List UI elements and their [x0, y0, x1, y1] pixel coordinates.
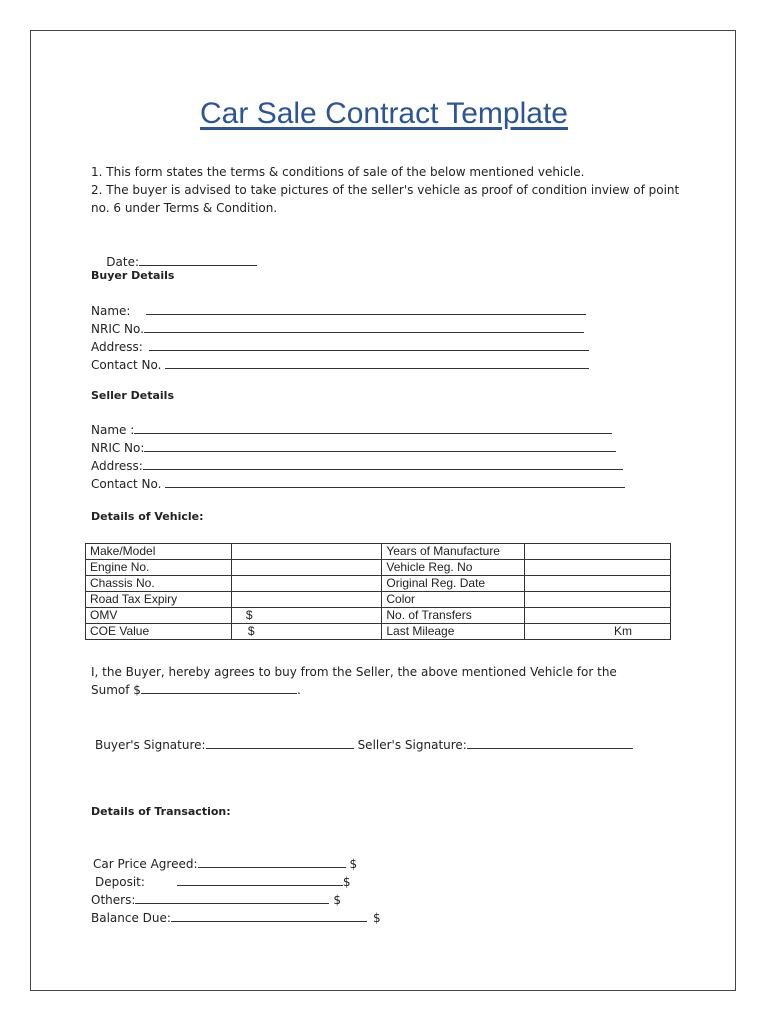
vehicle-label: No. of Transfers [382, 608, 525, 624]
vehicle-value-cell[interactable] [231, 592, 382, 608]
vehicle-label: OMV [86, 608, 232, 624]
transaction-heading: Details of Transaction: [91, 805, 231, 818]
vehicle-value-cell[interactable]: $ [231, 608, 382, 624]
vehicle-label: Engine No. [86, 560, 232, 576]
buyer-name-field[interactable] [146, 302, 586, 315]
document-title: Car Sale Contract Template [200, 97, 568, 130]
buyer-heading: Buyer Details [91, 269, 175, 282]
seller-nric-row [91, 439, 616, 457]
seller-address-row [91, 457, 623, 475]
vehicle-value-cell[interactable] [231, 576, 382, 592]
seller-name-field[interactable] [134, 421, 612, 434]
seller-address-field[interactable] [143, 457, 623, 470]
vehicle-value-cell[interactable] [525, 560, 671, 576]
vehicle-label: Years of Manufacture [382, 544, 525, 560]
seller-heading: Seller Details [91, 389, 174, 402]
vehicle-value-cell[interactable] [525, 592, 671, 608]
others-label: Others: [91, 893, 136, 907]
table-row [86, 560, 671, 576]
vehicle-label: Last Mileage [382, 624, 525, 640]
vehicle-value-cell[interactable]: $ [231, 624, 382, 640]
buyer-contact-label: Contact No. [91, 358, 162, 372]
date-field[interactable] [139, 253, 257, 266]
vehicle-value-cell[interactable] [525, 576, 671, 592]
buyer-signature-label: Buyer's Signature: [95, 738, 206, 752]
vehicle-value-cell[interactable] [231, 560, 382, 576]
balance-due-field[interactable] [171, 909, 367, 922]
car-price-label: Car Price Agreed: [93, 857, 198, 871]
buyer-nric-field[interactable] [144, 320, 584, 333]
vehicle-value-cell[interactable] [525, 608, 671, 624]
others-row [91, 891, 341, 909]
agreement-line-1: I, the Buyer, hereby agrees to buy from the Seller, the above mentioned Vehicle for the [91, 665, 617, 679]
buyer-name-label: Name: [91, 304, 131, 318]
document-page [30, 30, 736, 991]
deposit-currency: $ [342, 875, 351, 889]
vehicle-label: Color [382, 592, 525, 608]
vehicle-details-table [85, 543, 671, 640]
intro-line-1: 1. This form states the terms & conditions of sale of the below mentioned vehicle. [91, 165, 585, 179]
vehicle-label: Make/Model [86, 544, 232, 560]
seller-nric-label: NRIC No: [91, 441, 145, 455]
seller-name-row [91, 421, 612, 439]
others-currency: $ [333, 893, 342, 907]
balance-due-label: Balance Due: [91, 911, 171, 925]
table-row [86, 608, 671, 624]
seller-signature-label: Seller's Signature: [357, 738, 467, 752]
buyer-nric-label: NRIC No. [91, 322, 144, 336]
seller-contact-row [91, 475, 625, 493]
vehicle-label: COE Value [86, 624, 232, 640]
balance-due-currency: $ [372, 911, 381, 925]
table-row [86, 624, 671, 640]
seller-contact-label: Contact No. [91, 477, 162, 491]
buyer-name-row [91, 302, 586, 320]
table-row [86, 592, 671, 608]
seller-nric-field[interactable] [144, 439, 616, 452]
agreement-period: . [296, 683, 301, 697]
table-row [86, 576, 671, 592]
agreement-sum-field[interactable] [141, 681, 297, 694]
vehicle-label: Original Reg. Date [382, 576, 525, 592]
intro-line-3: no. 6 under Terms & Condition. [91, 201, 278, 215]
agreement-sum-label: Sumof $ [91, 683, 141, 697]
buyer-address-field[interactable] [149, 338, 589, 351]
seller-name-label: Name : [91, 423, 135, 437]
buyer-address-row [91, 338, 589, 356]
car-price-field[interactable] [198, 855, 346, 868]
seller-address-label: Address: [91, 459, 143, 473]
deposit-label: Deposit: [95, 875, 145, 889]
vehicle-label: Road Tax Expiry [86, 592, 232, 608]
vehicle-label: Vehicle Reg. No [382, 560, 525, 576]
agreement-line-2 [91, 681, 301, 699]
buyer-address-label: Address: [91, 340, 143, 354]
intro-line-2: 2. The buyer is advised to take pictures of the seller's vehicle as proof of condition inview of point [91, 183, 680, 197]
vehicle-heading: Details of Vehicle: [91, 510, 204, 523]
others-field[interactable] [135, 891, 329, 904]
deposit-field[interactable] [177, 873, 343, 886]
seller-signature-field[interactable] [467, 736, 633, 749]
vehicle-value-cell[interactable]: Km [525, 624, 671, 640]
seller-contact-field[interactable] [165, 475, 625, 488]
buyer-nric-row [91, 320, 584, 338]
balance-due-row [91, 909, 381, 927]
buyer-signature-field[interactable] [206, 736, 354, 749]
buyer-contact-field[interactable] [165, 356, 589, 369]
car-price-currency: $ [349, 857, 358, 871]
vehicle-value-cell[interactable] [231, 544, 382, 560]
car-price-row [93, 855, 357, 873]
date-label: Date: [106, 255, 139, 269]
vehicle-value-cell[interactable] [525, 544, 671, 560]
buyer-contact-row [91, 356, 589, 374]
vehicle-label: Chassis No. [86, 576, 232, 592]
signature-row [95, 736, 633, 754]
deposit-row [95, 873, 351, 891]
table-row [86, 544, 671, 560]
